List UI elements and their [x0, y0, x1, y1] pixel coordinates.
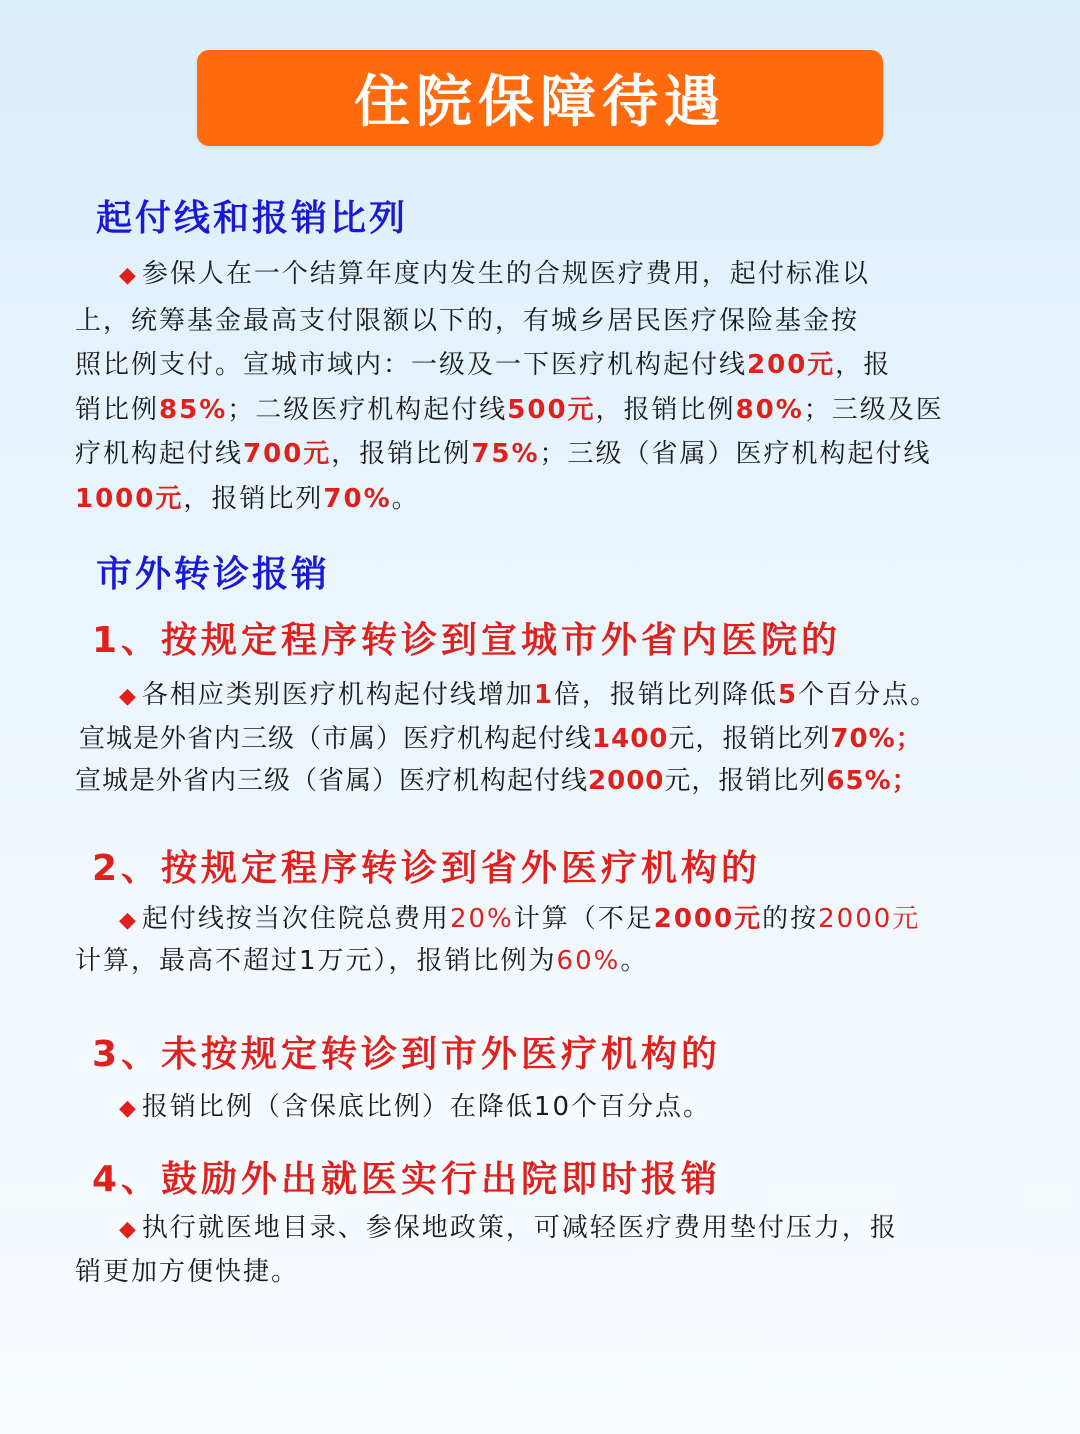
- item-heading-1: 1、按规定程序转诊到宣城市外省内医院的: [92, 620, 842, 661]
- diamond-bullet-icon: ◆: [119, 684, 138, 709]
- diamond-bullet-icon: ◆: [119, 1217, 138, 1242]
- diamond-bullet-icon: ◆: [119, 1096, 138, 1121]
- diamond-bullet-icon: ◆: [119, 908, 138, 933]
- paragraph-line: ◆ 各相应类别医疗机构起付线增加1倍，报销比列降低5个百分点。: [119, 680, 939, 710]
- diamond-bullet-icon: ◆: [119, 263, 138, 288]
- item3-paragraph: [75, 1087, 1010, 1129]
- paragraph-line: ◆ 起付线按当次住院总费用20%计算（不足2000元的按2000元: [119, 904, 921, 934]
- item1-paragraph: [75, 674, 1010, 802]
- paragraph-line: 宣城是外省内三级（省属）医疗机构起付线2000元，报销比列65%；: [75, 766, 919, 796]
- paragraph-line: 疗机构起付线700元，报销比例75%；三级（省属）医疗机构起付线: [75, 439, 932, 469]
- paragraph-line: 1000元，报销比列70%。: [75, 483, 420, 514]
- paragraph-line: 计算，最高不超过1万元），报销比例为60%。: [75, 946, 649, 976]
- paragraph-line: 宣城是外省内三级（市属）医疗机构起付线1400元，报销比列70%；: [79, 724, 923, 754]
- page-title: 住院保障待遇: [354, 70, 726, 135]
- item-heading-3: 3、未按规定转诊到市外医疗机构的: [92, 1034, 722, 1075]
- deductible-paragraph: [75, 252, 1010, 521]
- paragraph-line: 上，统筹基金最高支付限额以下的，有城乡居民医疗保险基金按: [75, 305, 860, 336]
- paragraph-line: ◆ 执行就医地目录、参保地政策，可减轻医疗费用垫付压力，报: [119, 1213, 898, 1243]
- paragraph-line: ◆ 报销比例（含保底比例）在降低10个百分点。: [119, 1092, 712, 1122]
- section-heading-deductible: 起付线和报销比列: [96, 198, 409, 239]
- item-heading-2: 2、按规定程序转诊到省外医疗机构的: [92, 848, 762, 889]
- paragraph-line: ◆ 参保人在一个结算年度内发生的合规医疗费用，起付标准以: [119, 259, 870, 289]
- item4-paragraph: [75, 1207, 1045, 1293]
- paragraph-line: 销更加方便快捷。: [75, 1257, 300, 1287]
- paragraph-line: 照比例支付。宣城市域内：一级及一下医疗机构起付线200元，报: [75, 350, 892, 380]
- title-banner: [197, 50, 883, 146]
- paragraph-line: 销比例85%；二级医疗机构起付线500元，报销比例80%；三级及医: [75, 394, 944, 425]
- item2-paragraph: [75, 899, 1045, 981]
- section-heading-referral: 市外转诊报销: [96, 554, 331, 595]
- item-heading-4: 4、鼓励外出就医实行出院即时报销: [92, 1159, 722, 1200]
